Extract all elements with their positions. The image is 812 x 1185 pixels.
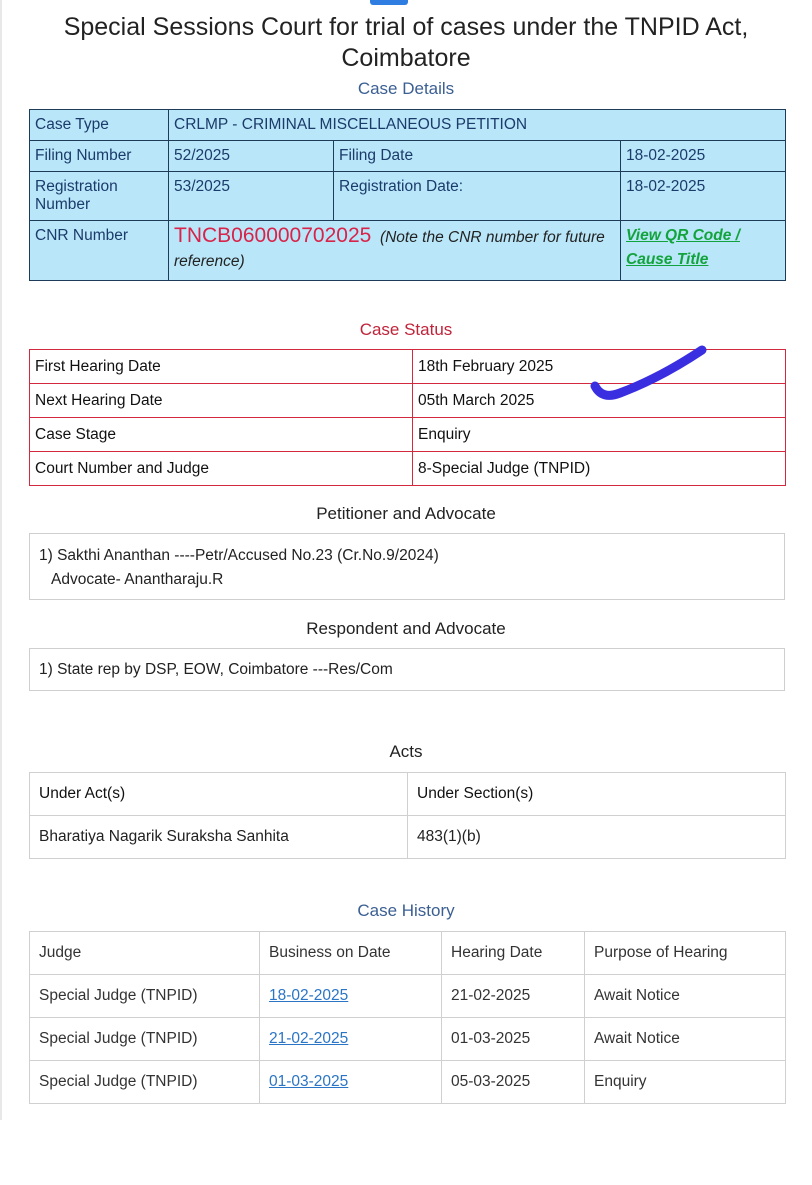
respondent-line: 1) State rep by DSP, EOW, Coimbatore ---Res/Com xyxy=(39,661,393,678)
business-date-link[interactable]: 18-02-2025 xyxy=(269,987,349,1004)
petitioner-advocate: Advocate- Anantharaju.R xyxy=(51,571,224,588)
history-judge: Special Judge (TNPID) xyxy=(30,1018,260,1061)
filing-date-label: Filing Date xyxy=(334,141,621,172)
history-col-purpose: Purpose of Hearing xyxy=(585,932,786,975)
acts-heading: Acts xyxy=(389,742,423,761)
status-label: Case Stage xyxy=(30,418,413,452)
history-purpose: Await Notice xyxy=(585,975,786,1018)
history-hearing-date: 01-03-2025 xyxy=(442,1018,585,1061)
left-edge-line xyxy=(0,0,2,1120)
cnr-cell xyxy=(169,221,621,281)
history-header-row xyxy=(30,932,786,975)
cnr-label: CNR Number xyxy=(30,221,169,281)
history-judge: Special Judge (TNPID) xyxy=(30,1061,260,1104)
history-row xyxy=(30,1018,786,1061)
under-act-header: Under Act(s) xyxy=(30,773,408,816)
case-type-label: Case Type xyxy=(30,110,169,141)
case-details-table xyxy=(29,109,786,281)
acts-header-row xyxy=(30,773,786,816)
petitioner-line: 1) Sakthi Ananthan ----Petr/Accused No.23 (Cr.No.9/2024) xyxy=(39,547,439,564)
history-business-date-cell xyxy=(260,1018,442,1061)
history-hearing-date: 21-02-2025 xyxy=(442,975,585,1018)
view-qr-code-link[interactable]: View QR Code / Cause Title xyxy=(626,227,740,268)
acts-table xyxy=(29,772,786,859)
status-row xyxy=(30,418,786,452)
history-row xyxy=(30,1061,786,1104)
history-business-date-cell xyxy=(260,975,442,1018)
history-col-judge: Judge xyxy=(30,932,260,975)
respondent-box xyxy=(29,648,785,691)
top-tab-indicator xyxy=(370,0,408,5)
status-value: 18th February 2025 xyxy=(413,350,786,384)
history-hearing-date: 05-03-2025 xyxy=(442,1061,585,1104)
case-status-heading: Case Status xyxy=(359,320,453,339)
filing-date-value: 18-02-2025 xyxy=(621,141,786,172)
case-history-heading: Case History xyxy=(357,901,455,920)
under-section-header: Under Section(s) xyxy=(408,773,786,816)
registration-number-label: Registration Number xyxy=(30,172,169,221)
business-date-link[interactable]: 01-03-2025 xyxy=(269,1073,349,1090)
petitioner-heading: Petitioner and Advocate xyxy=(316,504,496,523)
history-purpose: Await Notice xyxy=(585,1018,786,1061)
status-row xyxy=(30,452,786,486)
registration-number-value: 53/2025 xyxy=(169,172,334,221)
case-type-value: CRLMP - CRIMINAL MISCELLANEOUS PETITION xyxy=(169,110,786,141)
case-type-row xyxy=(30,110,786,141)
page-title: Special Sessions Court for trial of cases under the TNPID Act, Coimbatore xyxy=(63,13,749,72)
history-col-business-date: Business on Date xyxy=(260,932,442,975)
status-value: 05th March 2025 xyxy=(413,384,786,418)
status-label: First Hearing Date xyxy=(30,350,413,384)
cnr-value: TNCB060000702025 xyxy=(174,224,372,247)
filing-row xyxy=(30,141,786,172)
registration-date-value: 18-02-2025 xyxy=(621,172,786,221)
history-row xyxy=(30,975,786,1018)
history-business-date-cell xyxy=(260,1061,442,1104)
cnr-row xyxy=(30,221,786,281)
acts-row xyxy=(30,816,786,859)
registration-row xyxy=(30,172,786,221)
case-history-table xyxy=(29,931,786,1104)
history-judge: Special Judge (TNPID) xyxy=(30,975,260,1018)
status-label: Next Hearing Date xyxy=(30,384,413,418)
business-date-link[interactable]: 21-02-2025 xyxy=(269,1030,349,1047)
filing-number-value: 52/2025 xyxy=(169,141,334,172)
cnr-note: (Note the CNR number for future reference) xyxy=(174,229,605,270)
case-details-heading: Case Details xyxy=(357,79,455,98)
status-value: Enquiry xyxy=(413,418,786,452)
status-label: Court Number and Judge xyxy=(30,452,413,486)
pen-checkmark-icon xyxy=(590,338,715,410)
history-purpose: Enquiry xyxy=(585,1061,786,1104)
act-name: Bharatiya Nagarik Suraksha Sanhita xyxy=(30,816,408,859)
status-value: 8-Special Judge (TNPID) xyxy=(413,452,786,486)
act-section: 483(1)(b) xyxy=(408,816,786,859)
respondent-heading: Respondent and Advocate xyxy=(306,619,506,638)
petitioner-box xyxy=(29,533,785,600)
qr-link-cell xyxy=(621,221,786,281)
registration-date-label: Registration Date: xyxy=(334,172,621,221)
filing-number-label: Filing Number xyxy=(30,141,169,172)
history-col-hearing-date: Hearing Date xyxy=(442,932,585,975)
